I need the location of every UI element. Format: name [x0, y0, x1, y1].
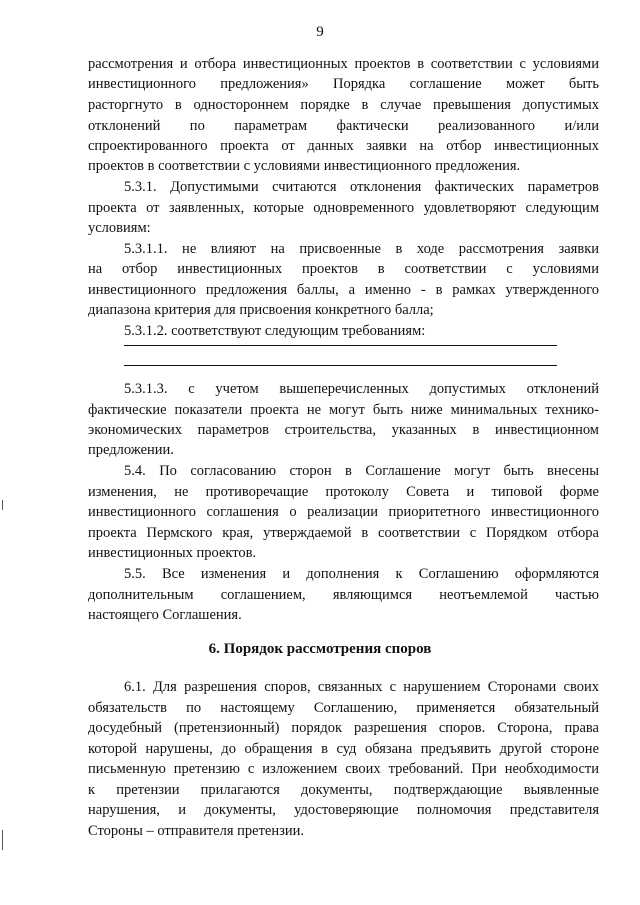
scan-mark — [2, 830, 3, 850]
text-line: инвестиционных проектов. — [88, 545, 257, 561]
text-line: проекта от заявленных, которые одновременного удовлетворяют следующим — [88, 200, 599, 216]
text-line: 5.5. Все изменения и дополнения к Соглашению оформляются — [124, 566, 599, 582]
blank-line — [124, 345, 557, 346]
text-line: диапазона критерия для присвоения конкретного балла; — [88, 302, 434, 318]
text-line: фактические показатели проекта не могут быть ниже минимальных технико- — [88, 402, 599, 418]
text-line: Стороны – отправителя претензии. — [88, 823, 304, 839]
text-line: 5.3.1.1. не влияют на присвоенные в ходе рассмотрения заявки — [124, 241, 599, 257]
text-line: проекта Пермского края, утверждаемой в соответствии с Порядком отбора — [88, 525, 599, 541]
text-line: которой нарушены, до обращения в суд обязана предъявить другой стороне — [88, 741, 599, 757]
text-line: инвестиционного соглашения о реализации приоритетного инвестиционного — [88, 504, 599, 520]
scan-mark — [2, 500, 3, 510]
text-line: нарушения, и документы, удостоверяющие полномочия представителя — [88, 802, 599, 818]
text-line: предложении. — [88, 442, 174, 458]
text-line: спроектированного проекта от данных заявки на отбор инвестиционных — [88, 138, 599, 154]
text-line: письменную претензию с изложением своих требований. При необходимости — [88, 761, 599, 777]
text-line: изменения, не противоречащие протоколу Совета и типовой форме — [88, 484, 599, 500]
text-line: проектов в соответствии с условиями инвестиционного предложения. — [88, 158, 521, 174]
text-line: 6.1. Для разрешения споров, связанных с нарушением Сторонами своих — [124, 679, 599, 695]
text-line: расторгнуто в одностороннем порядке в случае превышения допустимых — [88, 97, 599, 113]
text-line: условиям: — [88, 220, 151, 236]
text-line: инвестиционного предложения баллы, а именно - в рамках утвержденного — [88, 282, 599, 298]
text-line: 5.3.1.3. с учетом вышеперечисленных допустимых отклонений — [124, 381, 599, 397]
text-line: дополнительным соглашением, являющимся неотъемлемой частью — [88, 587, 599, 603]
text-line: 5.3.1.2. соответствуют следующим требованиям: — [124, 323, 426, 339]
section-heading: 6. Порядок рассмотрения споров — [208, 641, 432, 657]
text-line: на отбор инвестиционных проектов в соответствии с условиями — [88, 261, 599, 277]
text-line: инвестиционного предложения» Порядка соглашение может быть — [88, 76, 599, 92]
text-line: экономических параметров строительства, указанных в инвестиционном — [88, 422, 599, 438]
blank-line — [124, 365, 557, 366]
text-line: к претензии прилагаются документы, подтверждающие выявленные — [88, 782, 599, 798]
text-line: рассмотрения и отбора инвестиционных проектов в соответствии с условиями — [88, 56, 599, 72]
text-line: 5.3.1. Допустимыми считаются отклонения фактических параметров — [124, 179, 599, 195]
text-line: обязательств по настоящему Соглашению, применяется обязательный — [88, 700, 599, 716]
text-line: отклонений по параметрам фактически реализованного и/или — [88, 118, 599, 134]
text-line: настоящего Соглашения. — [88, 607, 242, 623]
text-line: 5.4. По согласованию сторон в Соглашение могут быть внесены — [124, 463, 599, 479]
text-line: досудебный (претензионный) порядок разрешения споров. Сторона, права — [88, 720, 599, 736]
page-number: 9 — [316, 24, 324, 40]
